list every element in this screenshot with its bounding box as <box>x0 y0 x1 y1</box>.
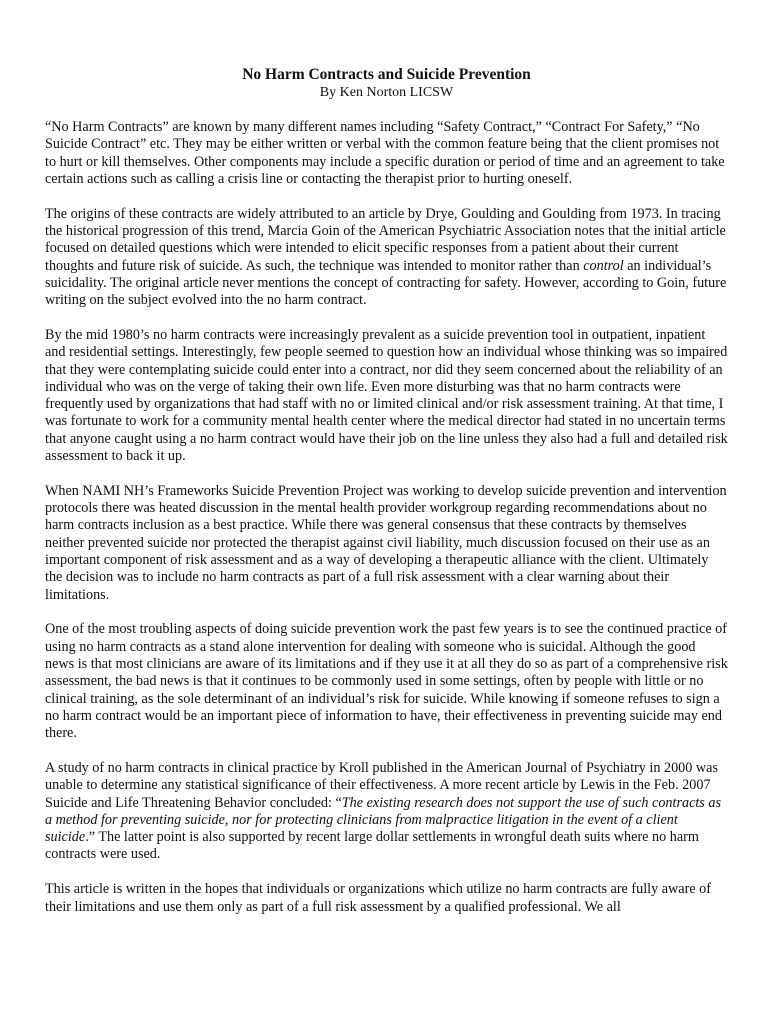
paragraph-7: This article is written in the hopes that individuals or organizations which utilize no harm contracts are fully aware of their limitations and use them only as part of a full risk assessment by a qualified professional. We all <box>45 881 711 915</box>
paragraph-2 <box>45 206 728 310</box>
paragraph-6-quote-italic: The existing research does not support the use of such contracts as a method for preventing suicide, nor for protecting clinicians from malpractice litigation in the event of a client suicide <box>45 794 721 846</box>
paragraph-1: “No Harm Contracts” are known by many different names including “Safety Contract,” “Contract For Safety,” “No Suicide Contract” etc. They may be either written or verbal with the common feature being that the client promises not to hurt or kill themselves. Other components may include a specific duration or period of time and an agreement to take certain actions such as calling a crisis line or contacting the therapist prior to hurting oneself. <box>45 119 725 187</box>
paragraph-2-text-start: The origins of these contracts are widely attributed to an article by Drye, Goulding and Goulding from 1973. In tracing the historical progression of this trend, Marcia Goin of the American Psychiatric Association notes that the initial article focused on detailed questions which were intended to elicit specific responses from a patient about their current thoughts and future risk of suicide. As such, the technique was intended to monitor rather than <box>45 205 726 274</box>
paragraph-4: When NAMI NH’s Frameworks Suicide Prevention Project was working to develop suicide prevention and intervention protocols there was heated discussion in the mental health provider workgroup regarding recommendations about no harm contracts inclusion as a best practice. While there was general consensus that these contracts by themselves neither prevented suicide nor protected the therapist against civil liability, much discussion focused on their use as an important component of risk assessment and as a way of developing a therapeutic alliance with the client. Ultimately the decision was to include no harm contracts as part of a full risk assessment with a clear warning about their limitations. <box>45 482 727 603</box>
paragraph-2-italic-text: control <box>583 257 624 274</box>
paragraph-6-text-start: A study of no harm contracts in clinical practice by Kroll published in the American Journal of Psychiatry in 2000 was unable to determine any statistical significance of their effectiveness. A more recent article by Lewis in the Feb. 2007 Suicide and Life Threatening Behavior concluded: “ <box>45 760 718 811</box>
paragraph-6-text-end: .” The latter point is also supported by recent large dollar settlements in wrongful death suits where no harm contracts were used. <box>45 829 699 863</box>
paragraph-5: One of the most troubling aspects of doing suicide prevention work the past few years is to see the continued practice of using no harm contracts as a stand alone intervention for dealing with someone who is suicidal. Although the good news is that most clinicians are aware of its limitations and if they use it at all they do so as part of a comprehensive risk assessment, the bad news is that it continues to be commonly used in some settings, often by people with little or no clinical training, as the sole determinant of an individual’s risk for suicide. While knowing if someone refuses to sign a no harm contract would be an important piece of information to have, their effectiveness in preventing suicide may end there. <box>45 621 728 742</box>
paragraph-3: By the mid 1980’s no harm contracts were increasingly prevalent as a suicide prevention tool in outpatient, inpatient and residential settings. Interestingly, few people seemed to question how an individual whose thinking was so impaired that they were contemplating suicide could enter into a contract, nor did they seem concerned about the reliability of an individual who was on the verge of taking their own life. Even more disturbing was that no harm contracts were frequently used by organizations that had staff with no or limited clinical and/or risk assessment training. At that time, I was fortunate to work for a community mental health center where the medical director had stated in no uncertain terms that anyone caught using a no harm contract would have their job on the line unless they also had a full and detailed risk assessment to back it up. <box>45 326 728 465</box>
paragraph-6 <box>45 760 728 864</box>
paragraph-2-text-end: an individual’s suicidality. The original article never mentions the concept of contracting for safety. However, according to Goin, future writing on the subject evolved into the no harm contract. <box>45 257 727 309</box>
document-title: No Harm Contracts and Suicide Prevention <box>242 66 531 83</box>
document-byline: By Ken Norton LICSW <box>319 85 454 100</box>
